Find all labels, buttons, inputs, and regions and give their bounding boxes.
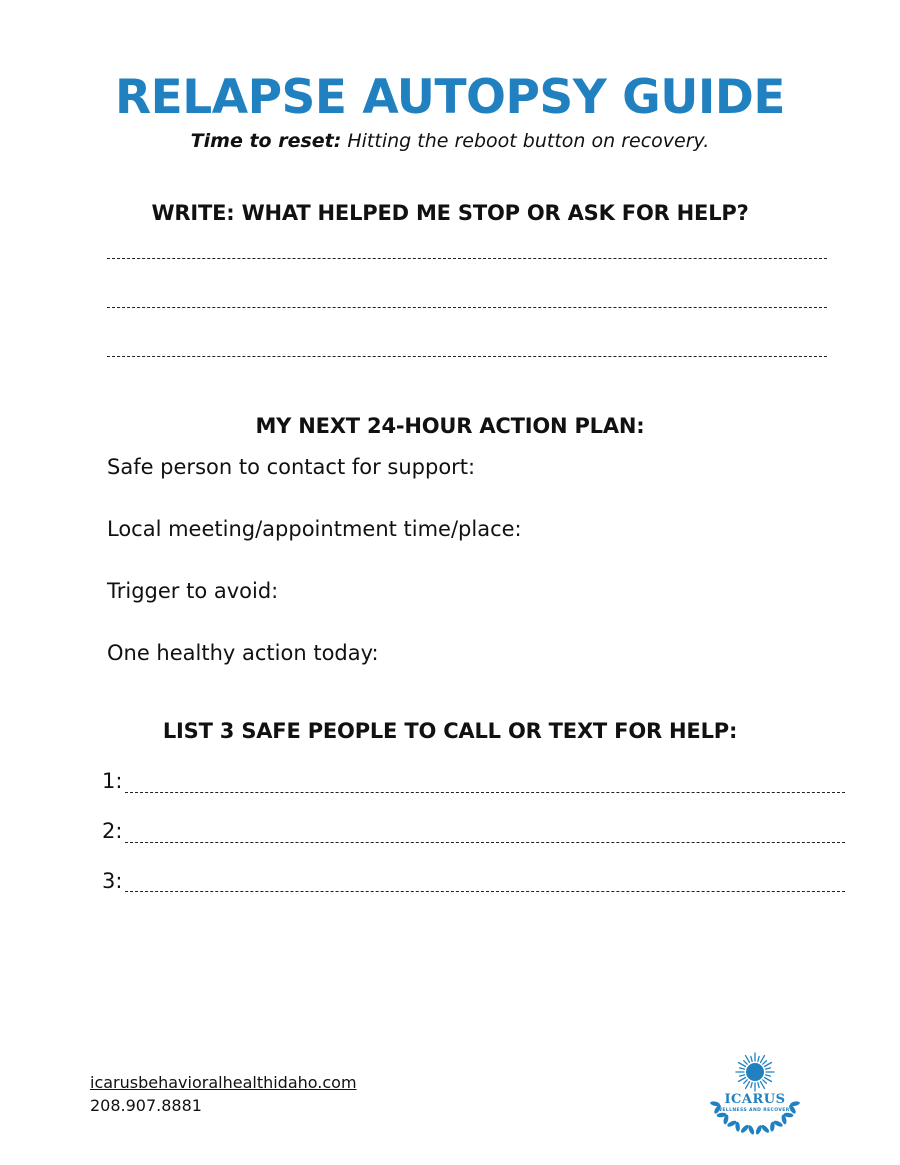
write-section-heading: WRITE: WHAT HELPED ME STOP OR ASK FOR HELP? (151, 201, 749, 225)
subtitle (0, 130, 900, 152)
safe-person-line-2[interactable] (125, 842, 845, 843)
plan-item-safe-person: Safe person to contact for support: (107, 455, 476, 479)
safe-person-line-1[interactable] (125, 792, 845, 793)
plan-item-healthy-action: One healthy action today: (107, 641, 379, 665)
page-title: RELAPSE AUTOPSY GUIDE (114, 70, 786, 125)
safe-person-number-2: 2: (102, 819, 123, 843)
plan-item-trigger: Trigger to avoid: (107, 579, 279, 603)
logo-brand-text: ICARUS (724, 1092, 786, 1107)
safe-person-number-3: 3: (102, 869, 123, 893)
subtitle-rest: Hitting the reboot button on recovery. (341, 130, 710, 152)
logo-tagline: WELLNESS AND RECOVERY (717, 1108, 793, 1113)
safe-person-line-3[interactable] (125, 891, 845, 892)
action-plan-heading: MY NEXT 24-HOUR ACTION PLAN: (255, 414, 645, 438)
write-line-2[interactable] (107, 307, 827, 308)
phone-number: 208.907.8881 (90, 1096, 202, 1115)
write-line-1[interactable] (107, 258, 827, 259)
safe-person-number-1: 1: (102, 769, 123, 793)
icarus-logo (705, 1050, 805, 1140)
write-line-3[interactable] (107, 356, 827, 357)
subtitle-bold: Time to reset: (190, 130, 342, 152)
website-link[interactable]: icarusbehavioralhealthidaho.com (90, 1073, 357, 1092)
safe-people-heading: LIST 3 SAFE PEOPLE TO CALL OR TEXT FOR HELP: (162, 719, 738, 743)
plan-item-meeting: Local meeting/appointment time/place: (107, 517, 522, 541)
